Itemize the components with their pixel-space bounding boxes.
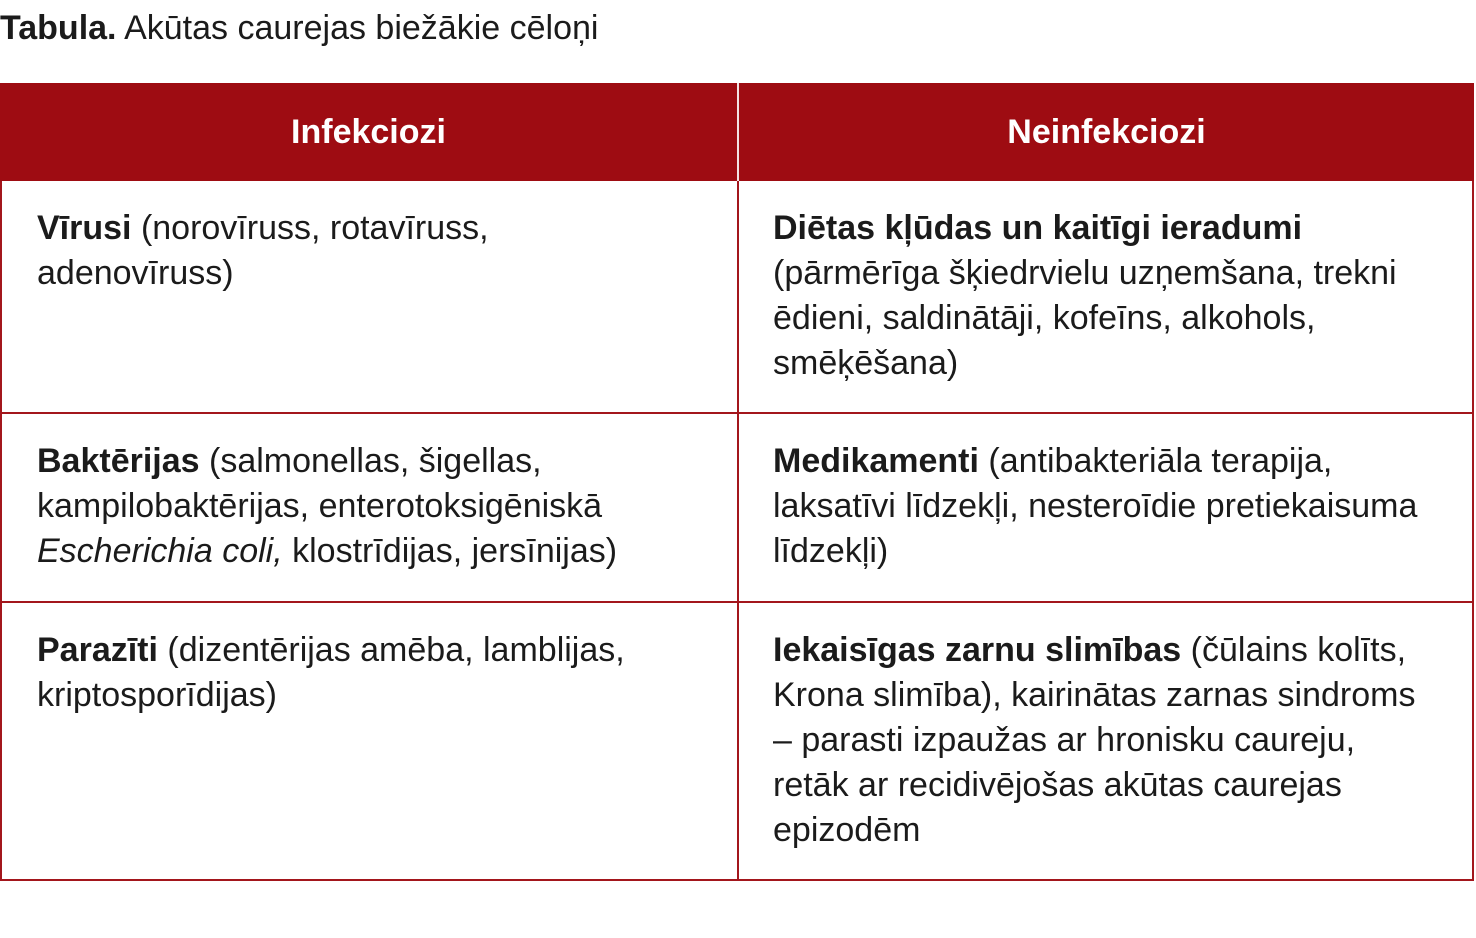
cell-infectious xyxy=(2,181,739,412)
cell-detail: (norovīruss, rotavīruss, adenovīruss) xyxy=(37,209,489,292)
cell-term: Baktērijas xyxy=(37,442,200,480)
cell-term: Medikamenti xyxy=(773,442,979,480)
caption-label: Tabula. xyxy=(0,9,117,47)
header-noninfectious: Neinfekciozi xyxy=(1007,112,1206,151)
causes-table xyxy=(0,83,1474,881)
cell-detail: (salmonellas, šigellas, kampilobaktērijas, enterotoksigēniskā xyxy=(37,442,603,525)
cell-noninfectious xyxy=(739,414,1472,601)
table-header-row xyxy=(0,83,1474,181)
cell-term: Parazīti xyxy=(37,631,158,669)
cell-term: Iekaisīgas zarnu slimības xyxy=(773,631,1182,669)
cell-noninfectious xyxy=(739,181,1472,412)
table-row xyxy=(0,603,1474,881)
cell-infectious xyxy=(2,414,739,601)
header-infectious: Infekciozi xyxy=(0,83,739,181)
cell-term: Diētas kļūdas un kaitīgi ieradumi xyxy=(773,209,1303,247)
table-row xyxy=(0,181,1474,414)
cell-infectious xyxy=(2,603,739,879)
cell-noninfectious xyxy=(739,603,1472,879)
table-caption xyxy=(0,8,598,48)
cell-detail: (pārmērīga šķiedrvielu uzņemšana, trekni ēdieni, saldinātāji, kofeīns, alkohols, smēķēšana) xyxy=(773,254,1397,382)
table-row xyxy=(0,414,1474,603)
caption-title: Akūtas caurejas biežākie cēloņi xyxy=(124,9,599,47)
cell-italic-species: Escherichia coli, xyxy=(37,532,283,570)
cell-detail: (dizentērijas amēba, lamblijas, kriptosporīdijas) xyxy=(37,631,625,714)
cell-detail: (čūlains kolīts, Krona slimība), kairinātas zarnas sindroms – parasti izpaužas ar hronisku caureju, retāk ar recidivējošas akūtas caurejas epizodēm xyxy=(773,631,1416,849)
cell-term: Vīrusi xyxy=(37,209,132,247)
cell-detail-after: klostrīdijas, jersīnijas) xyxy=(292,532,618,570)
cell-detail: (antibakteriāla terapija, laksatīvi līdzekļi, nesteroīdie pretiekaisuma līdzekļi) xyxy=(773,442,1418,570)
